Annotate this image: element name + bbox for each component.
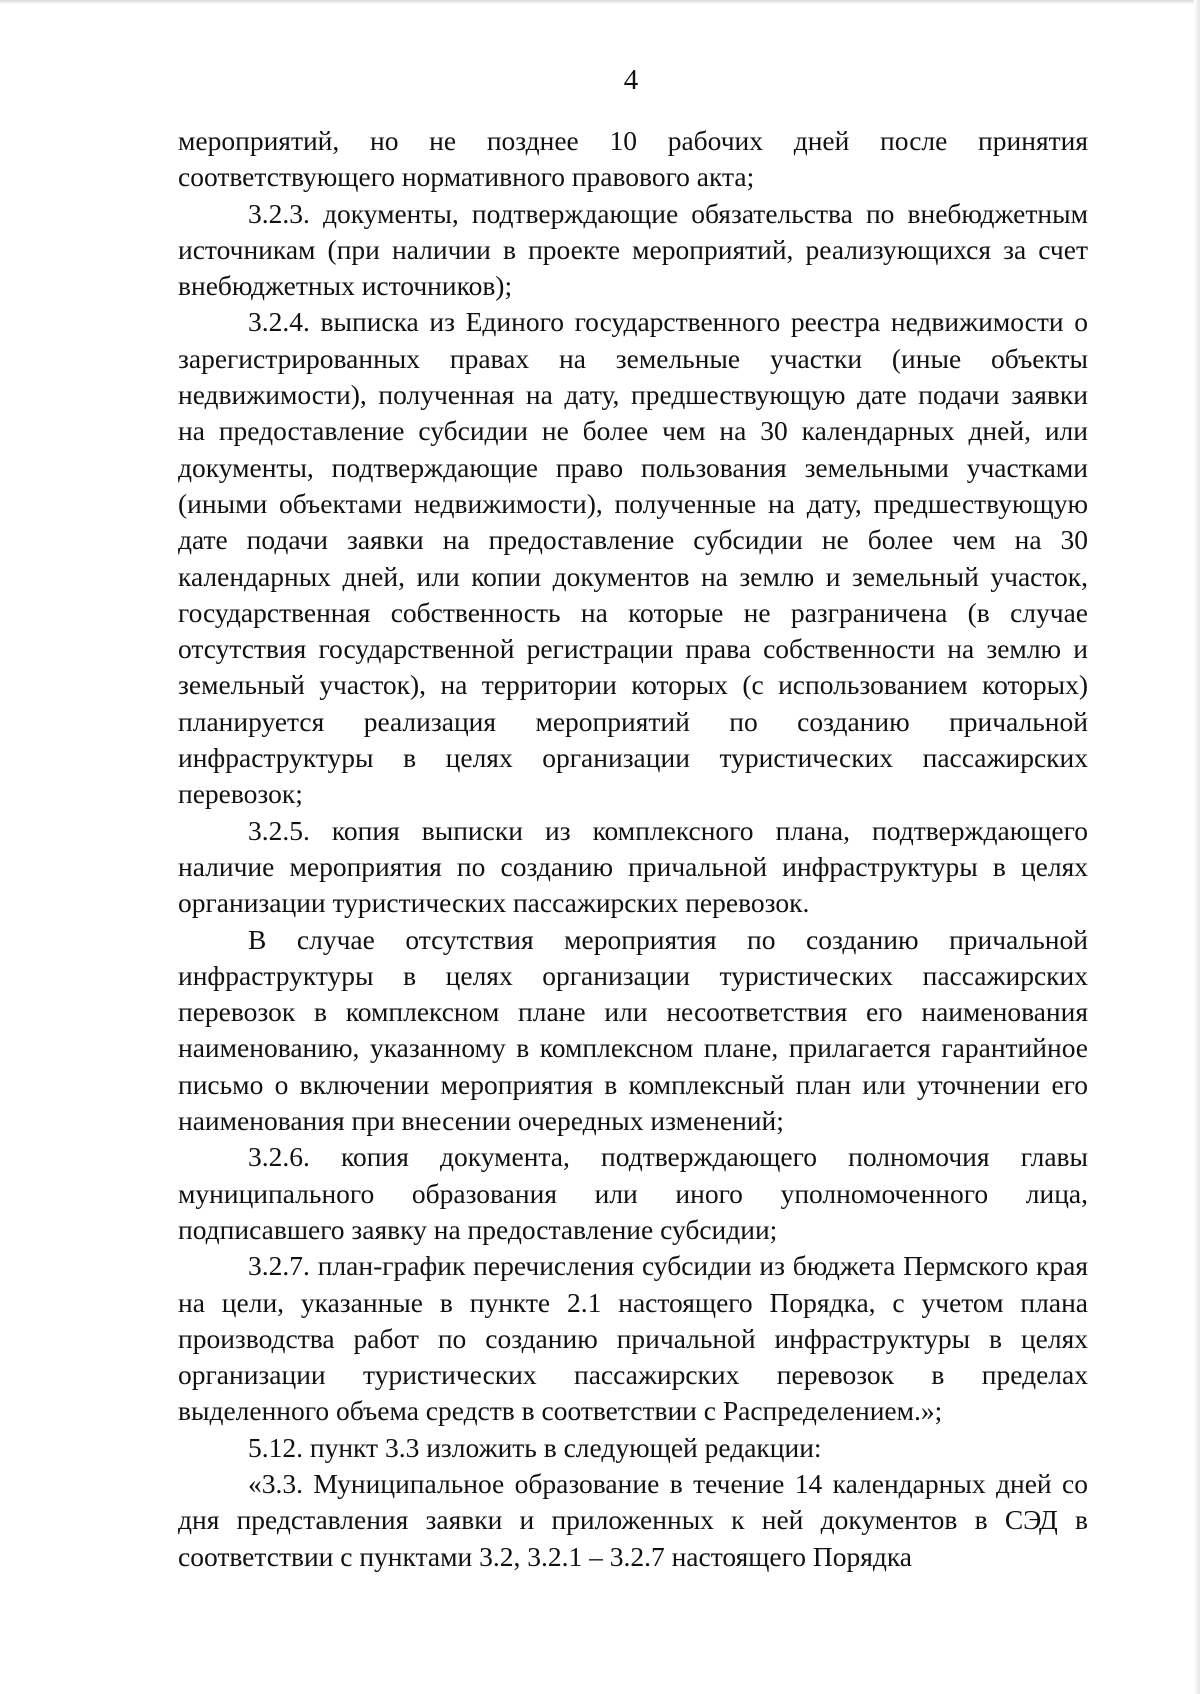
paragraph-5-12: 5.12. пункт 3.3 изложить в следующей редакции: xyxy=(248,1431,822,1463)
paragraph-guarantee-letter: В случае отсутствия мероприятия по созданию причальной инфраструктуры в целях организации туристических пассажирских перевозок в комплексном плане или несоответствия его наименования наименованию, указанному в комплексном плане, прилагается гарантийное письмо о включении мероприятия в комплексный план или уточнении его наименования при внесении очередных изменений; xyxy=(178,923,1088,1137)
document-body xyxy=(178,123,1088,1575)
scan-edge-right xyxy=(1194,0,1200,1694)
paragraph-3-2-5: 3.2.5. копия выписки из комплексного плана, подтверждающего наличие мероприятия по созданию причальной инфраструктуры в целях организации туристических пассажирских перевозок. xyxy=(178,814,1088,919)
page-number: 4 xyxy=(623,64,639,96)
scan-edge-top xyxy=(0,0,1200,4)
paragraph-3-2-7: 3.2.7. план-график перечисления субсидии из бюджета Пермского края на цели, указанные в пункте 2.1 настоящего Порядка, с учетом плана производства работ по созданию причальной инфраструктуры в целях организации туристических пассажирских перевозок в пределах выделенного объема средств в соответствии с Распределением.»; xyxy=(178,1250,1088,1427)
paragraph-continuation: мероприятий, но не позднее 10 рабочих дней после принятия соответствующего нормативного правового акта; xyxy=(178,125,1088,193)
paragraph-3-3: «3.3. Муниципальное образование в течение 14 календарных дней со дня представления заявки и приложенных к ней документов в СЭД в соответствии с пунктами 3.2, 3.2.1 – 3.2.7 настоящего Порядка xyxy=(178,1467,1088,1572)
paragraph-3-2-4: 3.2.4. выписка из Единого государственного реестра недвижимости о зарегистрированных правах на земельные участки (иные объекты недвижимости), полученная на дату, предшествующую дате подачи заявки на предоставление субсидии не более чем на 30 календарных дней, или документы, подтверждающие право пользования земельными участками (иными объектами недвижимости), полученные на дату, предшествующую дате подачи заявки на предоставление субсидии не более чем на 30 календарных дней, или копии документов на землю и земельный участок, государственная собственность на которые не разграничена (в случае отсутствия государственной регистрации права собственности на землю и земельный участок), на территории которых (с использованием которых) планируется реализация мероприятий по созданию причальной инфраструктуры в целях организации туристических пассажирских перевозок; xyxy=(178,306,1088,810)
paragraph-3-2-6: 3.2.6. копия документа, подтверждающего полномочия главы муниципального образования или иного уполномоченного лица, подписавшего заявку на предоставление субсидии; xyxy=(178,1141,1088,1245)
paragraph-3-2-3: 3.2.3. документы, подтверждающие обязательства по внебюджетным источникам (при наличии в проекте мероприятий, реализующихся за счет внебюджетных источников); xyxy=(178,197,1088,302)
